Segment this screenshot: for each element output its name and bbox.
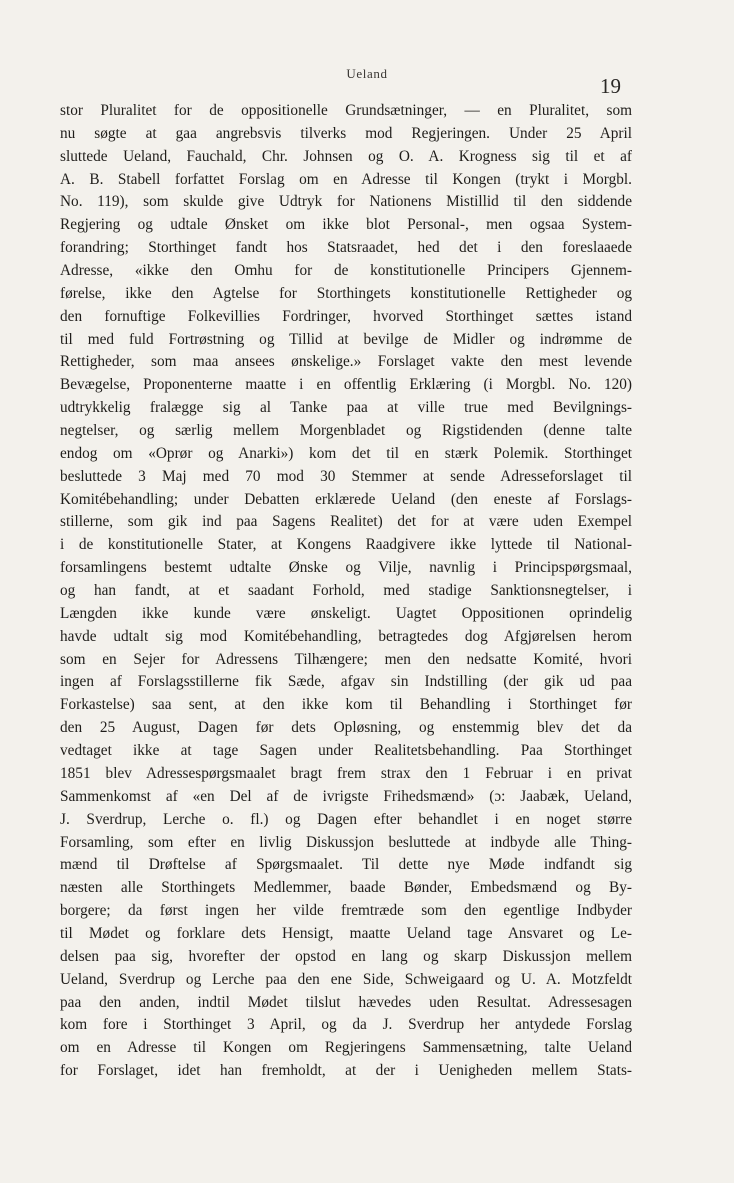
text-line: J. Sverdrup, Lerche o. fl.) og Dagen efter behandlet i en noget større	[60, 810, 632, 828]
text-line: 1851 blev Adressespørgsmaalet bragt frem strax den 1 Februar i en privat	[60, 764, 632, 782]
text-line: forandring; Storthinget fandt hos Statsraadet, hed det i den foreslaaede	[60, 239, 632, 257]
text-line: den fornuftige Folkevillies Fordringer, hvorved Storthinget sættes istand	[60, 307, 632, 325]
text-line: stor Pluralitet for de oppositionelle Grundsætninger, — en Pluralitet, som	[60, 102, 632, 119]
page-number: 19	[600, 74, 621, 98]
text-line: Komitébehandling; under Debatten erklærede Ueland (den eneste af Forslags-	[60, 490, 632, 508]
text-line: førelse, ikke den Agtelse for Storthingets konstitutionelle Rettigheder og	[60, 284, 632, 302]
text-line: udtrykkelig fralægge sig al Tanke paa at ville true med Bevilgnings-	[60, 399, 632, 417]
text-line: negtelser, og særlig mellem Morgenbladet og Rigstidenden (denne talte	[60, 422, 632, 440]
text-line: Længden ikke kunde være ønskeligt. Uagtet Oppositionen oprindelig	[60, 604, 632, 622]
running-head: Ueland	[346, 66, 388, 81]
text-line: mænd til Drøftelse af Spørgsmaalet. Til dette nye Møde indfandt sig	[60, 856, 632, 874]
text-line: stillerne, som gik ind paa Sagens Realitet) det for at være uden Exempel	[60, 513, 632, 531]
text-line: havde udtalt sig mod Komitébehandling, betragtedes dog Afgjørelsen herom	[60, 627, 632, 645]
text-line: om en Adresse til Kongen om Regjeringens Sammensætning, talte Ueland	[60, 1039, 632, 1057]
text-line: og han fandt, at et saadant Forhold, med stadige Sanktionsnegtelser, i	[60, 582, 632, 600]
text-line: forsamlingens bestemt udtalte Ønske og Vilje, navnlig i Principspørgsmaal,	[60, 559, 632, 577]
text-line: besluttede 3 Maj med 70 mod 30 Stemmer at sende Adresseforslaget til	[60, 467, 632, 485]
text-line: Forsamling, som efter en livlig Diskussjon besluttede at indbyde alle Thing-	[60, 833, 632, 851]
text-line: Adresse, «ikke den Omhu for de konstitutionelle Principers Gjennem-	[60, 262, 632, 280]
text-line: den 25 August, Dagen før dets Opløsning, og enstemmig blev det da	[60, 719, 632, 737]
text-line: Forkastelse) saa sent, at den ikke kom til Behandling i Storthinget før	[60, 696, 632, 714]
text-line: Bevægelse, Proponenterne maatte i en offentlig Erklæring (i Morgbl. No. 120)	[60, 376, 632, 394]
text-line: delsen paa sig, hvorefter der opstod en lang og skarp Diskussjon mellem	[60, 947, 632, 965]
text-line: ingen af Forslagsstillerne fik Sæde, afgav sin Indstilling (der gik ud paa	[60, 673, 632, 691]
text-line: vedtaget ikke at tage Sagen under Realitetsbehandling. Paa Storthinget	[60, 742, 632, 760]
text-line: Sammenkomst af «en Del af de ivrigste Frihedsmænd» (ɔ: Jaabæk, Ueland,	[60, 787, 632, 805]
body-text	[60, 100, 632, 1083]
text-line: i de konstitutionelle Stater, at Kongens Raadgivere ikke lyttede til National-	[60, 536, 632, 554]
text-line: for Forslaget, idet han fremholdt, at der i Uenigheden mellem Stats-	[60, 1062, 632, 1080]
text-line: sluttede Ueland, Fauchald, Chr. Johnsen og O. A. Krogness sig til et af	[60, 147, 632, 165]
text-line: endog om «Oprør og Anarki») kom det til en stærk Polemik. Storthinget	[60, 444, 632, 462]
text-line: A. B. Stabell forfattet Forslag om en Adresse til Kongen (trykt i Morgbl.	[60, 170, 632, 188]
text-line: borgere; da først ingen her vilde fremtræde som den egentlige Indbyder	[60, 902, 632, 920]
text-line: nu søgte at gaa angrebsvis tilverks mod Regjeringen. Under 25 April	[60, 124, 632, 142]
text-line: Ueland, Sverdrup og Lerche paa den ene Side, Schweigaard og U. A. Motzfeldt	[60, 970, 632, 988]
text-line: Regjering og udtale Ønsket om ikke blot Personal-, men ogsaa System-	[60, 216, 632, 234]
text-line: No. 119), som skulde give Udtryk for Nationens Mistillid til den siddende	[60, 193, 632, 211]
text-line: Rettigheder, som maa ansees ønskelige.» Forslaget vakte den mest levende	[60, 353, 632, 371]
text-line: til med fuld Fortrøstning og Tillid at bevilge de Midler og indrømme de	[60, 330, 632, 348]
text-line: næsten alle Storthingets Medlemmer, baade Bønder, Embedsmænd og By-	[60, 879, 632, 897]
text-line: til Mødet og forklare dets Hensigt, maatte Ueland tage Ansvaret og Le-	[60, 924, 632, 942]
text-line: kom fore i Storthinget 3 April, og da J. Sverdrup her antydede Forslag	[60, 1016, 632, 1034]
text-line: som en Sejer for Adressens Tilhængere; men den nedsatte Komité, hvori	[60, 650, 632, 668]
text-line: paa den anden, indtil Mødet tilslut hævedes uden Resultat. Adressesagen	[60, 993, 632, 1011]
